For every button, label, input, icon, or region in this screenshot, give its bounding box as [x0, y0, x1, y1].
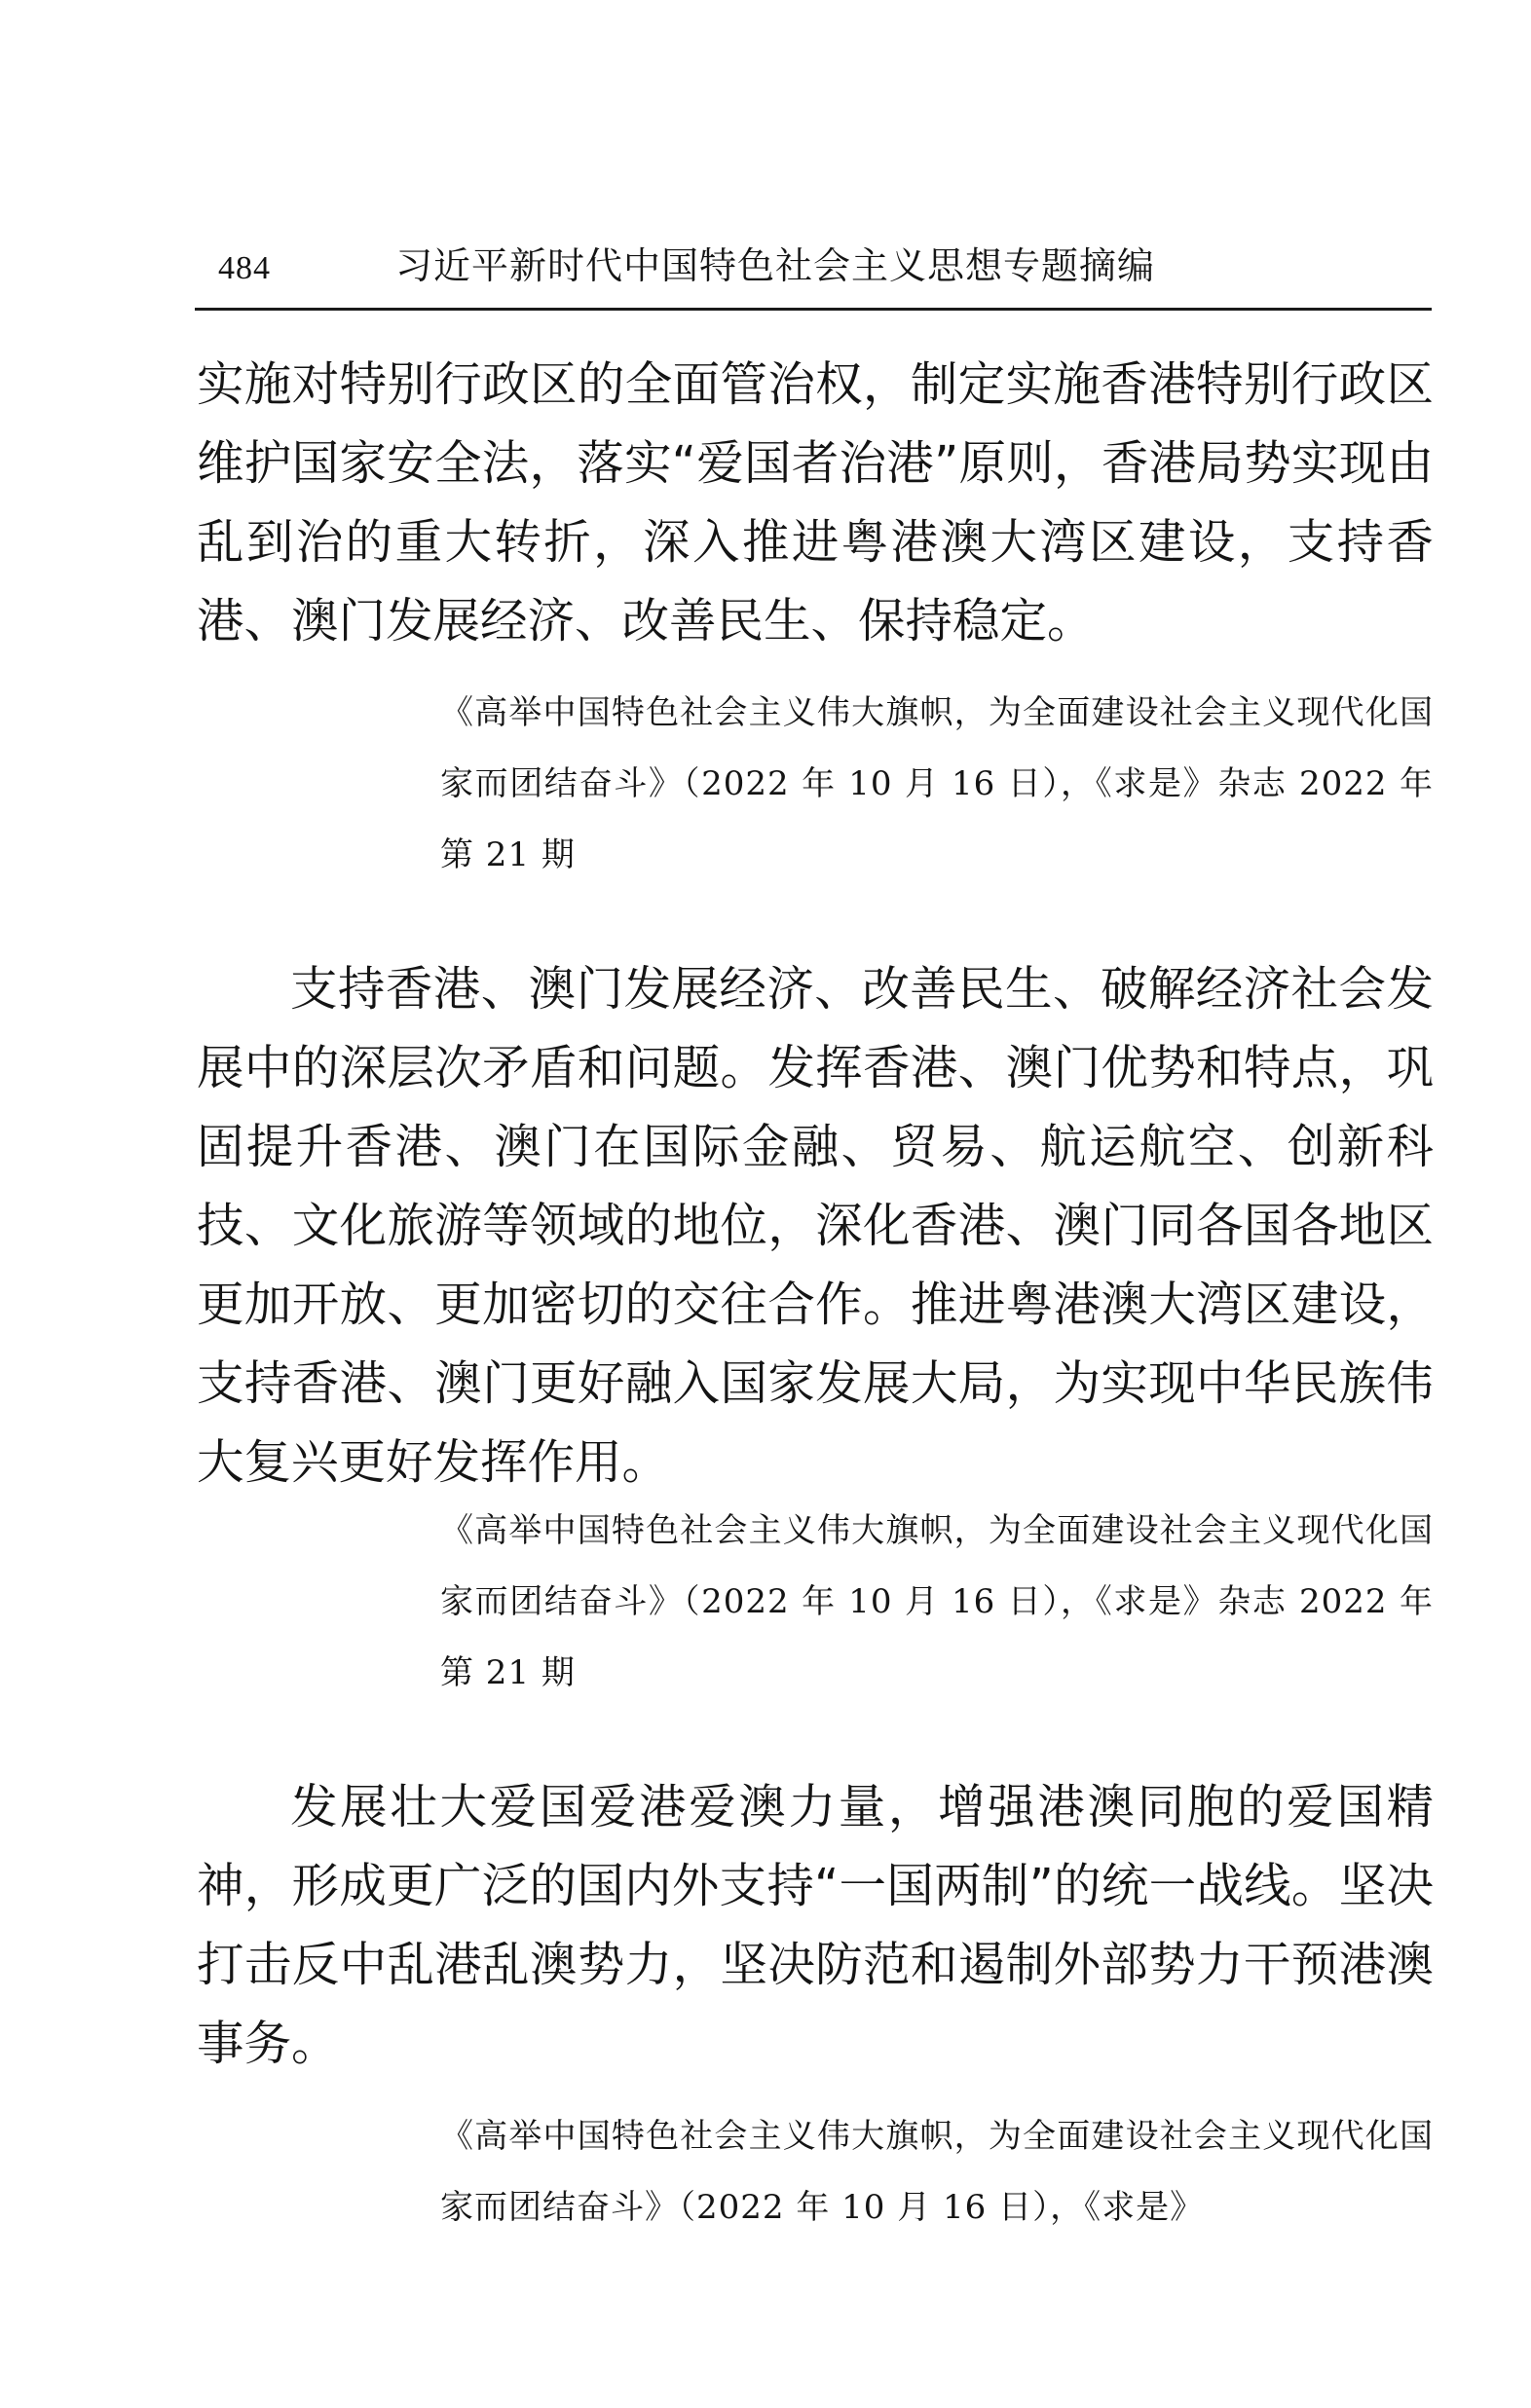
excerpt-3-source: 《高举中国特色社会主义伟大旗帜，为全面建设社会主义现代化国家而团结奋斗》（2022 年 10 月 16 日），《求是》 [440, 2117, 1434, 2227]
excerpt-3-text: 发展壮大爱国爱港爱澳力量，增强港澳同胞的爱国精神，形成更广泛的国内外支持“一国两制”的统一战线。坚决打击反中乱港乱澳势力，坚决防范和遏制外部势力干预港澳事务。 [197, 1780, 1434, 2071]
header-rule [195, 308, 1432, 311]
page-header [195, 241, 1432, 300]
page-number: 484 [218, 250, 271, 286]
running-title: 习近平新时代中国特色社会主义思想专题摘编 [395, 244, 1156, 287]
excerpt-2-source: 《高举中国特色社会主义伟大旗帜，为全面建设社会主义现代化国家而团结奋斗》（2022 年 10 月 16 日），《求是》杂志 2022 年第 21 期 [440, 1511, 1434, 1692]
excerpt-1-source: 《高举中国特色社会主义伟大旗帜，为全面建设社会主义现代化国家而团结奋斗》（2022 年 10 月 16 日），《求是》杂志 2022 年第 21 期 [440, 693, 1434, 874]
excerpt-1-text: 实施对特别行政区的全面管治权，制定实施香港特别行政区维护国家安全法，落实“爱国者治港”原则，香港局势实现由乱到治的重大转折，深入推进粤港澳大湾区建设，支持香港、澳门发展经济、改善民生、保持稳定。 [197, 357, 1434, 648]
excerpt-2-text: 支持香港、澳门发展经济、改善民生、破解经济社会发展中的深层次矛盾和问题。发挥香港、澳门优势和特点，巩固提升香港、澳门在国际金融、贸易、航运航空、创新科技、文化旅游等领域的地位，深化香港、澳门同各国各地区更加开放、更加密切的交往合作。推进粤港澳大湾区建设，支持香港、澳门更好融入国家发展大局，为实现中华民族伟大复兴更好发挥作用。 [197, 962, 1434, 1490]
